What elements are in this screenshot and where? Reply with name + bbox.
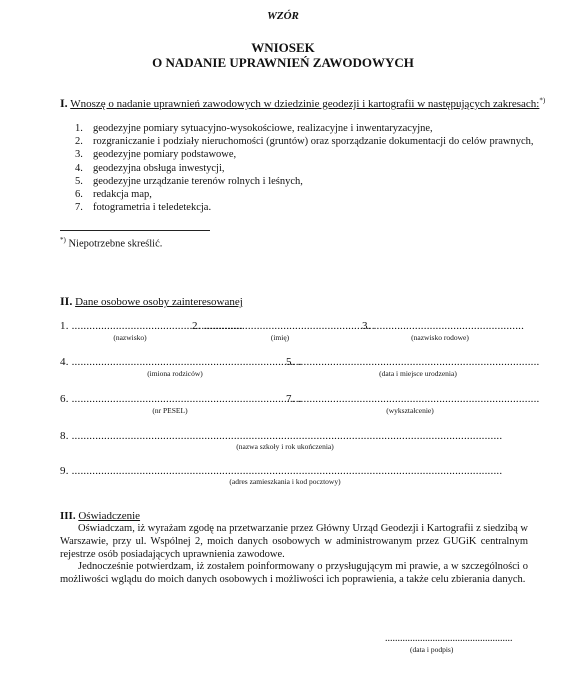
field-surname[interactable]: 1. .......................................................... [60, 320, 243, 332]
list-item: 6. redakcja map, [75, 189, 152, 201]
section1-marker: *) [539, 96, 546, 105]
field-birth-date-place[interactable]: 5. .................................................................................. [286, 356, 540, 368]
list-item: 1. geodezyjne pomiary sytuacyjno-wysokościowe, realizacyjne i inwentaryzacyjne, [75, 123, 433, 134]
caption-pesel: (nr PESEL) [152, 406, 188, 415]
sample-label: WZÓR [267, 10, 299, 22]
section3-number: III. [60, 510, 76, 522]
signature-line[interactable]: ................................................... [385, 633, 513, 644]
footnote-rule [60, 230, 210, 231]
list-item: 2. rozgraniczanie i podziały nieruchomości (gruntów) oraz sporządzanie dokumentacji do celów prawnych, [75, 136, 534, 148]
caption-family-name: (nazwisko rodowe) [411, 333, 469, 342]
field-first-name[interactable]: 2. .......................................................... [192, 320, 375, 332]
caption-school-year: (nazwa szkoły i rok ukończenia) [236, 442, 334, 451]
caption-birth-date-place: (data i miejsce urodzenia) [379, 369, 457, 378]
section1-number: I. [60, 96, 68, 110]
section2-heading [60, 294, 243, 309]
field-school-year[interactable]: 8. .................................................................................................................................................. [60, 430, 503, 442]
list-item: 4. geodezyjna obsługa inwestycji, [75, 162, 225, 174]
section2-title: Dane osobowe osoby zainteresowanej [75, 296, 243, 308]
section1-title: Wnoszę o nadanie uprawnień zawodowych w dziedzinie geodezji i kartografii w następujących zakresach: [70, 98, 540, 110]
list-item: 5. geodezyjne urządzanie terenów rolnych i leśnych, [75, 175, 303, 187]
form-title-line2: O NADANIE UPRAWNIEŃ ZAWODOWYCH [152, 55, 414, 70]
scope-list [75, 122, 543, 214]
caption-first-name: (imię) [270, 333, 290, 342]
field-education[interactable]: 7. .................................................................................. [286, 393, 540, 405]
field-parents-names[interactable]: 4. .............................................................................. [60, 356, 302, 368]
field-family-name[interactable]: 3. ................................................... [362, 320, 525, 332]
section3-title: Oświadczenie [78, 510, 141, 522]
list-item: 7. fotogrametria i teledetekcja. [75, 202, 212, 214]
caption-address: (adres zamieszkania i kod pocztowy) [229, 477, 341, 486]
section3-heading [60, 510, 140, 522]
caption-surname: (nazwisko) [113, 333, 147, 342]
section1-heading [60, 96, 545, 111]
form-title-line1: WNIOSEK [251, 40, 315, 55]
signature-caption: (data i podpis) [410, 645, 454, 654]
consent-paragraph: Oświadczam, iż wyrażam zgodę na przetwarzanie przez Główny Urząd Geodezji i Kartografii z siedzibą w Warszawie, przy ul. Wspólnej 2, moich danych osobowych w administrowanym przez GUGiK centralnym rejestrze osób posiadających uprawnienia zawodowe. [60, 523, 528, 560]
caption-education: (wykształcenie) [386, 406, 434, 415]
field-address[interactable]: 9. .................................................................................................................................................. [60, 465, 503, 477]
section2-number: II. [60, 294, 73, 308]
field-pesel[interactable]: 6. .............................................................................. [60, 393, 302, 405]
information-paragraph: Jednocześnie potwierdzam, iż zostałem poinformowany o przysługującym mi prawie, a w szczególności o możliwości wglądu do moich danych osobowych i możliwości ich poprawienia, a także celu zbierania danych. [60, 561, 528, 585]
caption-parents-names: (imiona rodziców) [147, 369, 203, 378]
list-item: 3. geodezyjne pomiary podstawowe, [75, 149, 237, 161]
footnote: *) Niepotrzebne skreślić. [60, 236, 163, 250]
